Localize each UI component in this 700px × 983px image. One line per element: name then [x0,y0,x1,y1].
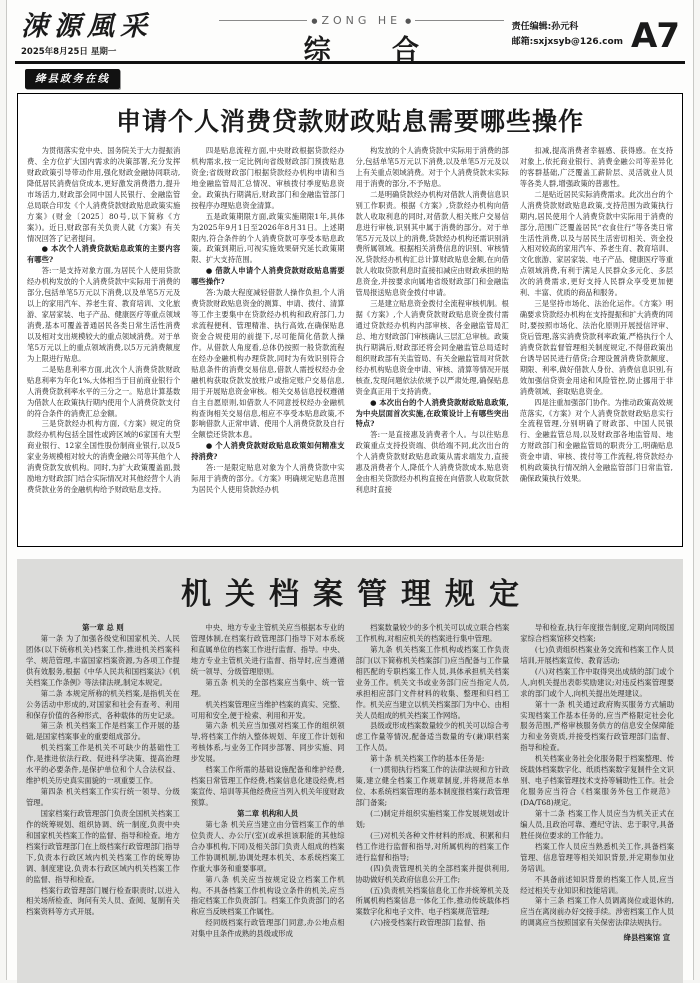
paragraph: ● 借款人申请个人消费贷款财政贴息需要哪些操作? [191,266,345,287]
article1-column-1 [27,146,180,538]
paragraph: 第三条 机关档案工作是档案工作开展的基础,是国家档案事业的重要组成部分。 [26,721,180,742]
paragraph: 机关档案管理应当维护档案的真实、完整、可用和安全,便于检索、利用和开发。 [190,699,345,720]
section-pinyin-row [219,14,504,27]
paragraph: 档案行政管理部门履行检查职责时,以进入相关场所检查、询问有关人员、查阅、复制有关档案资料等方式开展。 [26,885,180,917]
article1-headline: 申请个人消费贷款财政贴息需要哪些操作 [115,107,584,136]
paragraph: 第五条 机关的全部档案应当集中、统一管理。 [190,677,345,698]
article1-column-3 [356,146,509,538]
paragraph: 第八条 机关应当按规定设立档案工作机构。不具备档案工作机构设立条件的机关,应当指定档案工作负责部门。档案工作负责部门的名称应当反映档案工作属性。 [190,874,345,917]
section-title: 综 合 [303,35,445,66]
paragraph: 档案工作所需的基础设施配备和维护经费,档案日常管理工作经费,档案信息化建设经费,档案宣传、培训等其他经费应当列入机关年度财政预算。 [190,765,345,807]
bullet-left-icon: ● [311,16,318,25]
article2-column-4 [520,623,674,973]
paragraph: 答:一是限定贴息对象为个人消费贷款中实际用于消费的部分。《方案》明确规定贴息范围为居民个人使用贷款经办机 [191,463,345,495]
paragraph: 第六条 机关应当加强对档案工作的组织领导,将档案工作纳入整体规划、年度工作计划和考核体系,与业务工作同步部署、同步实施、同步发展。 [190,721,345,764]
paragraph: 二是明确贷款经办机构对借款人消费信息识别工作职责。根据《方案》,贷款经办机构向借款人收取利息的同时,对借款人相关账户交易信息进行审核,识别其中属于消费的部分。对于单笔5万元及以上的消费,贷款经办机构还需识别消费所属领域。根据相关消费信息的识别、审核情况,贷款经办机构汇总计算财政贴息金额,在向借款人收取贷款利息时直接扣减应由财政承担的贴息资金,并按要求向属地省级财政部门和金融监管局报送贴息资金拨付申请。 [355,189,509,298]
section-pinyin: ZONG HE [321,14,402,27]
paragraph: (一)贯彻执行档案工作的法律法规和方针政策,建立健全档案工作规章制度,并将规范本单位、本系统档案管理的基本制度报档案行政管理部门备案; [355,765,510,807]
paragraph: (八)对档案工作中取得突出成绩的部门或个人,向机关提出表彰奖励建议;对违反档案管理要求的部门或个人,向机关提出处理建议。 [520,666,674,698]
bullet-right-icon: ● [405,16,412,25]
paragraph: 三是贷款经办机构方面,《方案》规定的贷款经办机构包括全国性或跨区域的6家国有大型商业银行、12家全国性股份制商业银行,以及5家业务规模相对较大的消费金融公司等其他个人消费贷款发放机构。同时,为扩大政策覆盖面,鼓励地方财政部门结合实际情况对其他经营个人消费贷款业务的金融机构给予财政贴息支持。 [27,419,181,495]
paragraph: 第十二条 档案工作人员应当为机关正式在编人员,且政治可靠、遵纪守法、忠于职守,具备胜任岗位要求的工作能力。 [520,808,674,840]
paragraph: (五)负责机关档案信息化工作并统筹机关及所属机构档案信息一体化工作,推动传统载体档案数字化和电子文件、电子档案规范管理; [355,885,510,917]
paragraph: 四是贴息流程方面,中央财政根据贷款经办机构需求,按一定比例向省级财政部门预拨贴息资金;省级财政部门根据贷款经办机构申请和当地金融监管局汇总情况、审核拨付季度贴息资金。政策执行期满后,财政部门和金融监管部门按程序办理贴息资金清算。 [191,146,345,210]
paragraph: (四)负责管理机关的全部档案并提供利用,协助做好机关政府信息公开工作; [355,863,510,884]
article1-column-2 [191,146,344,538]
paragraph: (二)制定并组织实施档案工作发展规划或计划; [355,808,510,829]
paragraph: ● 本次出台的个人消费贷款财政贴息政策,为中央层面首次实施,在政策设计上有哪些突出特点? [355,397,509,429]
paragraph: 导和检查,执行年度报告制度,定期向同级国家综合档案馆移交档案; [520,623,674,643]
paragraph: 第十三条 档案工作人员调离岗位或退休的,应当在离岗前办好交接手续。涉密档案工作人员的调离应当按照国家有关保密法律法规执行。 [520,896,674,928]
newspaper-title: 涑源風采 [21,11,153,42]
article2-columns [26,623,674,973]
paragraph: 机关档案业务社会化服务限于档案整理、传统载体档案数字化、纸质档案数字复制件全文识别、电子档案管理技术支持等辅助性工作。社会化服务应当符合《档案服务外包工作规范》(DA/T68)规定。 [520,754,674,807]
paragraph: 国家档案行政管理部门负责全国机关档案工作的统筹规划、组织协调、统一制度,负责中央和国家机关档案工作的监督、指导和检查。地方档案行政管理部门在上级档案行政管理部门指导下,负责本行政区域内机关档案工作的统筹协调、制度建设,负责本行政区域内机关档案工作的监督、指导和检查。 [26,808,180,884]
masthead [15,6,685,66]
paragraph: 第一条 为了加强各级党和国家机关、人民团体(以下统称机关)档案工作,推进机关档案科学、规范管理,丰富国家档案资源,为各项工作提供有效服务,根据《中华人民共和国档案法》《机关档案工作条例》等法律法规,制定本规定。 [26,633,180,687]
paragraph: 二是贴息利率方面,此次个人消费贷款财政贴息利率为年化1%,大体相当于目前商业银行个人消费贷款利率水平的三分之一。贴息计算基数为借款人在政策执行期内使用个人消费贷款支付的符合条件的消费汇总金额。 [27,364,181,418]
paragraph: 答:一是直接惠及消费者个人。与以往贴息政策重点支持投资端、供给端不同,此次出台的个人消费贷款财政贴息政策从需求端发力,直接惠及消费者个人,降低个人消费贷款成本,贴息资金由相关贷款经办机构直接在向借款人收取贷款利息时直接 [355,430,509,495]
article2-column-1 [26,623,180,973]
paragraph: 第十一条 机关通过政府购买服务方式辅助实现档案工作基本任务的,应当严格限定社会化服务范围,严格审核服务供方的信息安全保障能力和业务资质,并接受档案行政管理部门监督、指导和检查。 [520,699,674,753]
paragraph: 中央、地方专业主管机关应当根据本专业的管理体制,在档案行政管理部门指导下对本系统和直属单位的档案工作进行监督、指导。中央、地方专业主管机关进行监督、指导时,应当遵循统一领导、分级管理原则。 [190,623,345,676]
masthead-left [21,12,211,57]
paragraph: 答:为最大程度减轻借款人操作负担,个人消费贷款财政贴息资金的测算、申请、拨付、清算等工作主要集中在贷款经办机构和政府部门,力求流程便利、管理精准、执行高效,在确保贴息资金合规使用的前提下,尽可能简化借款人操作。从借款人角度看,总体仍按照一般贷款流程在经办金融机构办理贷款,同时为有效识别符合贴息条件的消费交易信息,借款人需授权经办金融机构获取贷款发放账户或指定账户交易信息,用于开展贴息资金审核。相关交易信息授权遵循自主自愿原则,如借款人不同意授权经办金融机构查询相关交易信息,相应不享受本贴息政策,不影响借款人正常申请、使用个人消费贷款及自行全额偿还贷款本息。 [191,288,345,440]
article-archives-regulation [17,559,683,983]
paragraph: 第十条 机关档案工作的基本任务是: [370,754,485,764]
paragraph: 第二条 本规定所称的机关档案,是指机关在公务活动中形成的,对国家和社会有查考、利用和保存价值的各种形式、各种载体的历史记录。 [26,688,180,720]
paragraph: 县级或形成档案数量较少的机关可以综合考虑工作量等情况,配备适当数量的专(兼)职档案工作人员。 [355,721,510,753]
paragraph: 四是注重加强部门协作。为推动政策高效规范落实,《方案》对个人消费贷款财政贴息实行全流程管理,分别明确了财政部、中国人民银行、金融监管总局,以及财政部各地监管局、地方财政部门和金融监管局的职责分工,明确贴息资金申请、审核、拨付等工作流程,将贷款经办机构政策执行情况纳入金融监管部门日常监管,确保政策执行效果。 [519,397,673,484]
paragraph: 第二章 机构和人员 [237,808,299,818]
paragraph: 扣减,提高消费者幸福感、获得感。在支持对象上,依托商业银行、消费金融公司等差异化的客群基础,广泛覆盖工薪阶层、灵活就业人员等各类人群,增强政策的普惠性。 [519,146,673,188]
paragraph: 答:一是支持对象方面,为居民个人使用贷款经办机构发放的个人消费贷款中实际用于消费的部分,包括单笔5万元以下消费,以及单笔5万元及以上的家用汽车、养老生育、教育培训、文化旅游、家居家装、电子产品、健康医疗等重点领域消费,基本可覆盖普通居民各类日常生活性消费以及相对支出规模较大的重点领域消费。对于单笔5万元以上的重点领域消费,以5万元消费额度为上限进行贴息。 [27,266,181,363]
paragraph: 二是贴近居民实际消费需求。此次出台的个人消费贷款财政贴息政策,支持范围为政策执行期内,居民使用个人消费贷款中实际用于消费的部分,范围广泛覆盖居民“衣食住行”等各类日常生活性消费,以及与居民生活密切相关、资金投入相对较高的家用汽车、养老生育、教育培训、文化旅游、家居家装、电子产品、健康医疗等重点领域消费,有利于满足人民群众多元化、多层次的消费需求,更好支持人民群众享受更加便利、丰富、优质的商品和服务。 [519,189,673,298]
paragraph: 五是政策期限方面,政策实施期限1年,具体为2025年9月1日至2026年8月31日。上述期限内,符合条件的个人消费贷款可享受本贴息政策。政策到期后,可视实施效果研究延长政策期限、扩大支持范围。 [191,211,345,265]
paragraph: ● 本次个人消费贷款贴息政策的主要内容有哪些? [27,244,181,265]
paragraph: 绛县档案馆 宣 [623,933,670,943]
paragraph: 三是坚持市场化、法治化运作。《方案》明确要求贷款经办机构在支持提振和扩大消费的同时,要按照市场化、法治化原则开展授信评审、贷后管理,落实消费贷款利率政策,严格执行个人消费贷款监督管理相关制度规定,不得借政策出台诱导居民进行借贷;合理设置消费贷款额度、期限、利率,做好借款人身份、消费信息识别,有效加强信贷资金用途和风险管控,防止挪用于非消费领域、套取贴息资金。 [519,299,673,396]
paragraph: ● 个人消费贷款财政贴息政策如何精准支持消费? [191,441,345,462]
paragraph: 档案数量较少的多个机关可以成立联合档案工作机构,对相应机关的档案进行集中管理。 [355,623,510,643]
article1-column-4 [520,146,673,538]
paragraph: 第四条 机关档案工作实行统一领导、分级管理。 [26,787,180,807]
page-number: A7 [631,16,679,56]
paragraph: 档案工作人员应当熟悉机关工作,具备档案管理、信息管理等相关知识背景,并定期参加业务培训。 [520,841,674,873]
paragraph: 第九条 机关档案工作机构或档案工作负责部门(以下简称机关档案部门)应当配备与工作量相匹配的专职档案工作人员,具体承担机关档案业务工作。机关文书或业务部门应当指定人员,承担相应部门文件材料的收集、整理和归档工作。机关应当建立以机关档案部门为中心、由相关人员组成的机关档案工作网络。 [355,644,510,720]
paragraph: 机关档案工作是机关不可缺少的基础性工作,是推进依法行政、促进科学决策、提高治理水平的必要条件,是保护单位和个人合法权益、维护机关历史真实面貌的一项重要工作。 [26,743,180,786]
rule-left [219,20,307,21]
paragraph: 三是建立贴息资金拨付全流程审核机制。根据《方案》,个人消费贷款财政贴息资金拨付需通过贷款经办机构内部审核、各金融监管局汇总、地方财政部门审核确认三层汇总审核。政策执行期满后,财政部还将会同金融监管总局适时组织财政部有关监管局、有关金融监管局对贷款经办机构贴息资金申请、审核、清算等情况开展核查,发现问题依法依规予以严肃处理,确保贴息资金真正用于支持消费。 [355,299,509,396]
masthead-right [511,12,679,56]
paragraph: 第一章 总 则 [82,623,124,632]
column-badge: 绛县政务在线 [25,69,120,89]
section-header [211,12,512,67]
article2-headline: 机关档案管理规定 [181,577,533,612]
article2-column-2 [191,623,345,973]
issue-date: 2025年8月25日 星期一 [21,46,117,57]
article1-columns [27,146,673,538]
paragraph: 构发放的个人消费贷款中实际用于消费的部分,包括单笔5万元以下消费,以及单笔5万元及以上有关重点领域消费。对于个人消费贷款未实际用于消费的部分,不予贴息。 [355,146,509,188]
paragraph: 不具备前述知识背景的档案工作人员,应当经过相关专业知识和技能培训。 [520,874,674,895]
rule-right [415,20,503,21]
email-line: 邮箱:sxjxsyb@126.com [511,37,624,48]
editor-line: 责任编辑:孙元科 [511,22,579,32]
article-subsidy-qa [17,93,683,547]
paragraph: 第七条 机关应当建立由分管档案工作的单位负责人、办公厅(室)(或承担该职能的其他综合办事机构,下同)及相关部门负责人组成的档案工作协调机制,协调处理本机关、本系统档案工作重大事务和重要事项。 [190,819,345,873]
paragraph: (三)对机关各种文件材料的形成、积累和归档工作进行监督和指导,对所属机构的档案工作进行监督和指导; [355,830,510,862]
paragraph: 为贯彻落实党中央、国务院关于大力提振消费、全方位扩大国内需求的决策部署,充分发挥财政政策引导带动作用,强化财政金融协同联动,降低居民消费信贷成本,更好激发消费潜力,提升市场活力,财政部会同中国人民银行、金融监管总局联合印发《个人消费贷款财政贴息政策实施方案》(财金〔2025〕80号,以下简称《方案》)。近日,财政部有关负责人就《方案》有关情况回答了记者提问。 [27,146,181,243]
paragraph: 经同级档案行政管理部门同意,办公地点相对集中且条件成熟的县级或形成 [190,918,345,939]
article2-column-3 [356,623,510,973]
paragraph: (七)负责组织档案业务交流和档案工作人员培训,开展档案宣传、教育活动; [520,644,674,665]
paragraph: (六)接受档案行政管理部门监督、指 [370,918,486,928]
editor-info [512,20,623,51]
page-frame [6,0,694,980]
